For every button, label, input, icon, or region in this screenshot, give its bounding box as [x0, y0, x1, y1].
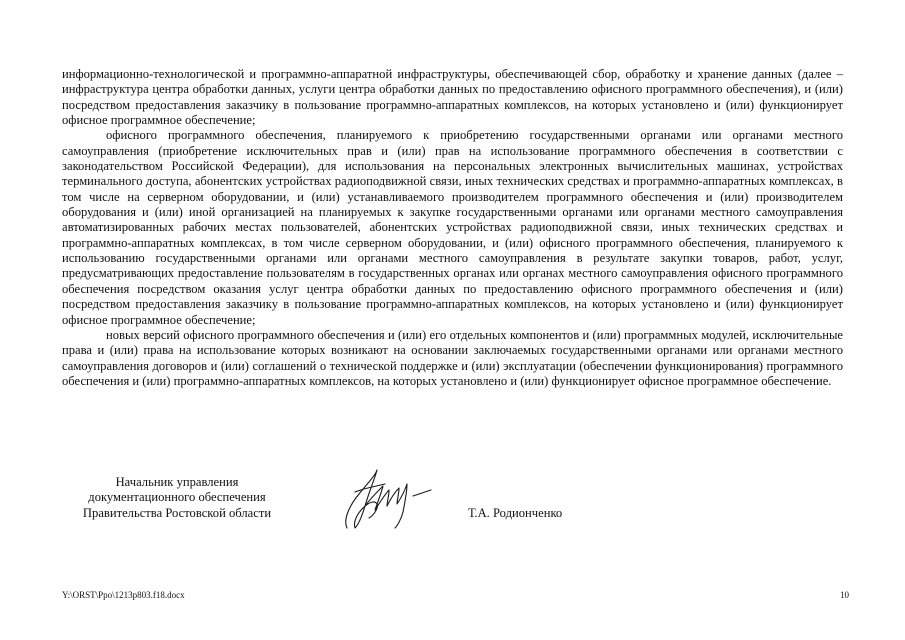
- handwritten-signature: [325, 462, 445, 534]
- signatory-title-line-1: Начальник управления: [115, 475, 239, 489]
- document-body: [62, 67, 843, 389]
- signatory-name: Т.А. Родионченко: [468, 506, 563, 520]
- signatory-position: [62, 475, 292, 521]
- signatory-title-line-3: Правительства Ростовской области: [82, 505, 272, 520]
- page-number: 10: [840, 590, 849, 600]
- paragraph-new-versions: новых версий офисного программного обеспечения и (или) его отдельных компонентов и (или) программных модулей, исключительные права и (или) права на использование которых возникают на основании заключаемых государственными органами или органами местного самоуправления договоров и (или) соглашений о технической поддержке и (или) эксплуатации (обеспечении функционирования) программного обеспечения и (или) программно-аппаратных комплексов, на которых установлено и (или) функционирует офисное программное обеспечение.: [62, 327, 843, 388]
- paragraph-continuation: информационно-технологической и программно-аппаратной инфраструктуры, обеспечивающей сбор, обработку и хранение данных (далее – инфраструктура центра обработки данных, услуги центра обработки данных по предоставлению офисного программного обеспечения), и (или) посредством предоставления заказчику в пользование программно-аппаратных комплексов, на которых установлено и (или) функционирует офисное программное обеспечение;: [62, 67, 843, 128]
- signatory-title-line-2: документационного обеспечения: [88, 490, 266, 505]
- paragraph-office-software: офисного программного обеспечения, планируемого к приобретению государственными органами или органами местного самоуправления (приобретение исключительных прав и (или) прав на использование программного обеспечения в соответствии с законодательством Российской Федерации), для использования на персональных электронных вычислительных машинах, устройствах терминального доступа, абонентских устройствах радиоподвижной связи, иных технических средствах и программно-аппаратных комплексах, в том числе на серверном оборудовании, и (или) устанавливаемого производителем программного обеспечения и (или) производителем оборудования и (или) иной организацией на планируемых к закупке государственными органами или органами местного самоуправления автоматизированных рабочих местах пользователей, абонентских устройствах радиоподвижной связи, иных технических средствах и программно-аппаратных комплексах, в том числе серверном оборудовании, и (или) офисного программного обеспечения, планируемого к использованию государственными органами или органами местного самоуправления в результате закупки товаров, работ, услуг, предусматривающих предоставление пользователям в государственных органах или органах местного самоуправления офисного программного обеспечения посредством оказания услуг центра обработки данных по предоставлению офисного программного обеспечения и (или) посредством предоставления заказчику в пользование программно-аппаратных комплексов, на которых установлено и (или) функционирует офисное программное обеспечение;: [62, 128, 843, 327]
- footer-file-path: Y:\ORST\Ppo\1213p803.f18.docx: [62, 590, 185, 600]
